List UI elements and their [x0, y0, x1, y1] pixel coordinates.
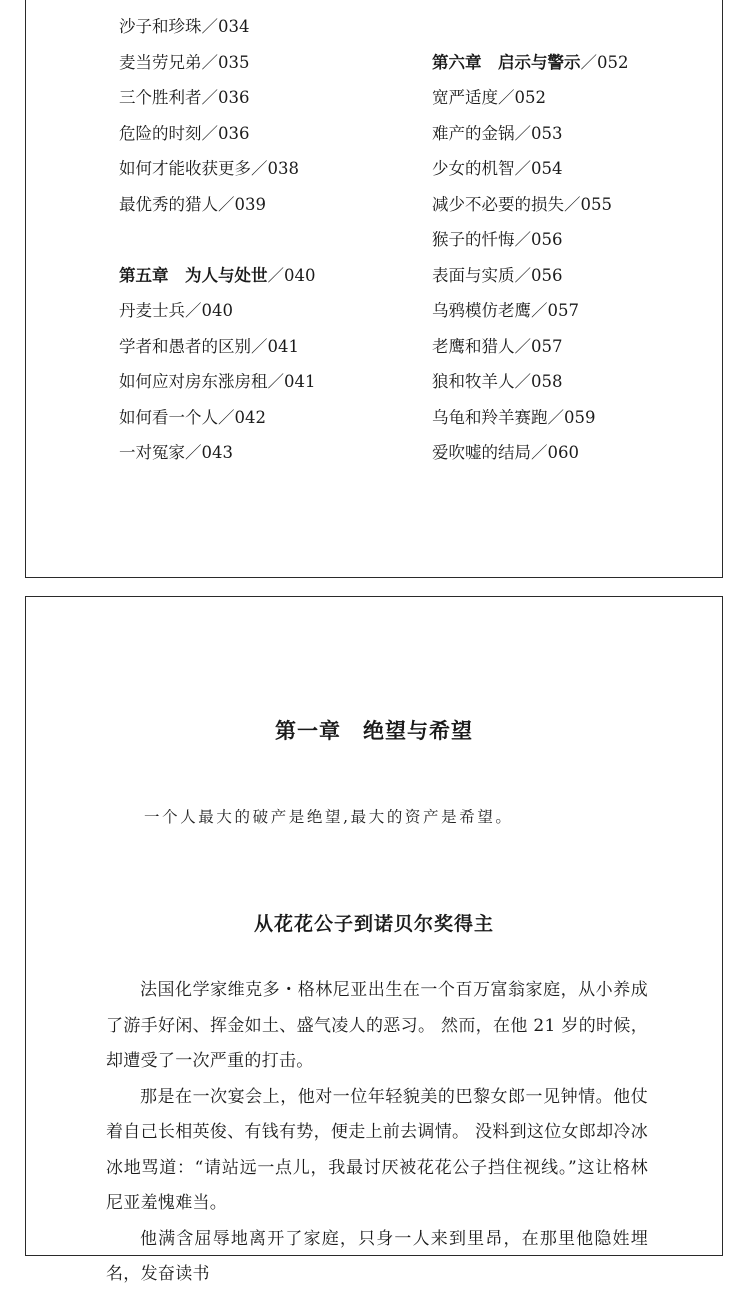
toc-page-number: ／058 — [514, 372, 563, 391]
toc-column-left — [119, 9, 316, 471]
toc-entry-title: 麦当劳兄弟 — [119, 52, 202, 72]
toc-page-number: ／035 — [201, 52, 250, 72]
toc-entry-title: 最优秀的猎人 — [119, 194, 218, 214]
toc-entry — [432, 187, 629, 223]
chapter-title: 绝望与希望 — [363, 718, 473, 743]
toc-entry-title: 危险的时刻 — [119, 123, 202, 143]
toc-entry — [119, 9, 316, 45]
paragraph: 他满含屈辱地离开了家庭，只身一人来到里昂，在那里他隐姓埋名，发奋读书 — [106, 1228, 648, 1284]
toc-page-number: ／040 — [185, 301, 233, 320]
toc-page-number: ／042 — [218, 407, 266, 427]
toc-entry-title: 宽严适度 — [432, 88, 498, 107]
toc-chapter-number: 第六章 — [432, 52, 482, 72]
toc-entry-title: 如何应对房东涨房租 — [119, 372, 268, 391]
toc-page-number: ／034 — [201, 17, 250, 36]
story-title: 从花花公子到诺贝尔奖得主 — [253, 913, 494, 935]
toc-page-number: ／053 — [514, 123, 563, 143]
story-body — [106, 973, 648, 1293]
toc-page-number: ／038 — [251, 159, 299, 178]
toc-entry — [432, 364, 629, 400]
toc-page-number: ／036 — [201, 123, 250, 143]
toc-entry-title: 乌龟和羚羊赛跑 — [432, 407, 548, 427]
toc-entry-title: 难产的金锅 — [432, 123, 515, 143]
toc-page-number: ／059 — [547, 407, 596, 427]
toc-entry — [119, 364, 316, 400]
toc-entry-title: 狼和牧羊人 — [432, 372, 515, 391]
toc-entry — [432, 400, 629, 436]
toc-page-number: ／057 — [531, 301, 579, 320]
toc-entry-title: 如何看一个人 — [119, 407, 218, 427]
toc-entry — [432, 258, 629, 294]
toc-page-number: ／057 — [514, 336, 563, 356]
toc-entry-title: 表面与实质 — [432, 265, 515, 285]
toc-page-number: ／040 — [267, 265, 316, 285]
toc-spacer — [119, 222, 316, 258]
toc-page-number: ／043 — [185, 443, 233, 462]
toc-entry-title: 三个胜利者 — [119, 88, 202, 107]
chapter-heading — [26, 715, 722, 745]
chapter-number: 第一章 — [275, 718, 341, 743]
toc-entry — [432, 329, 629, 365]
toc-entry — [119, 45, 316, 81]
toc-entry — [432, 222, 629, 258]
toc-entry — [432, 151, 629, 187]
paragraph: 那是在一次宴会上，他对一位年轻貌美的巴黎女郎一见钟情。他仗着自己长相英俊、有钱有势，便走上前去调情。 没料到这位女郎却冷冰冰地骂道：“请站远一点儿，我最讨厌被花花公子挡住视线。”这让格林尼亚羞愧难当。 — [106, 1086, 649, 1213]
toc-page-number: ／041 — [251, 336, 299, 356]
toc-page — [25, 0, 723, 578]
toc-entry — [119, 187, 316, 223]
toc-page-number: ／056 — [514, 230, 563, 249]
toc-entry-title: 爱吹嘘的结局 — [432, 443, 531, 462]
toc-entry-title: 一对冤家 — [119, 443, 185, 462]
toc-entry — [119, 400, 316, 436]
toc-entry-title: 学者和愚者的区别 — [119, 336, 251, 356]
toc-chapter-title: 启示与警示 — [498, 52, 581, 72]
toc-chapter-number: 第五章 — [119, 265, 169, 285]
toc-entry — [432, 435, 629, 471]
toc-entry-title: 沙子和珍珠 — [119, 17, 202, 36]
toc-entry — [119, 116, 316, 152]
toc-page-number: ／054 — [514, 159, 563, 178]
toc-column-right — [432, 9, 629, 471]
toc-entry — [432, 293, 629, 329]
toc-page-number: ／052 — [580, 52, 629, 72]
toc-entry-title: 少女的机智 — [432, 159, 515, 178]
toc-spacer — [432, 9, 629, 45]
toc-entry-title: 丹麦士兵 — [119, 301, 185, 320]
toc-entry — [119, 293, 316, 329]
toc-entry — [119, 435, 316, 471]
toc-page-number: ／036 — [201, 88, 250, 107]
toc-page-number: ／056 — [514, 265, 563, 285]
toc-entry — [432, 116, 629, 152]
toc-entry — [119, 329, 316, 365]
toc-page-number: ／055 — [564, 194, 612, 214]
paragraph: 法国化学家维克多・格林尼亚出生在一个百万富翁家庭，从小养成了游手好闲、挥金如土、盛气凌人的恶习。 然而，在他 21 岁的时候，却遭受了一次严重的打击。 — [106, 980, 648, 1071]
toc-page-number: ／041 — [267, 372, 316, 391]
toc-page-number: ／052 — [498, 88, 546, 107]
epigraph: 一个人最大的破产是绝望,最大的资产是希望。 — [144, 808, 514, 826]
toc-entry — [432, 80, 629, 116]
chapter-page — [25, 596, 723, 1284]
toc-entry — [119, 80, 316, 116]
toc-chapter-heading — [432, 45, 629, 81]
toc-page-number: ／060 — [531, 443, 579, 462]
toc-chapter-heading — [119, 258, 316, 294]
toc-entry — [119, 151, 316, 187]
toc-page-number: ／039 — [218, 194, 266, 214]
toc-entry-title: 老鹰和猎人 — [432, 336, 515, 356]
toc-chapter-title: 为人与处世 — [185, 265, 268, 285]
toc-entry-title: 乌鸦模仿老鹰 — [432, 301, 531, 320]
toc-entry-title: 减少不必要的损失 — [432, 194, 564, 214]
toc-entry-title: 如何才能收获更多 — [119, 159, 251, 178]
toc-entry-title: 猴子的忏悔 — [432, 230, 515, 249]
